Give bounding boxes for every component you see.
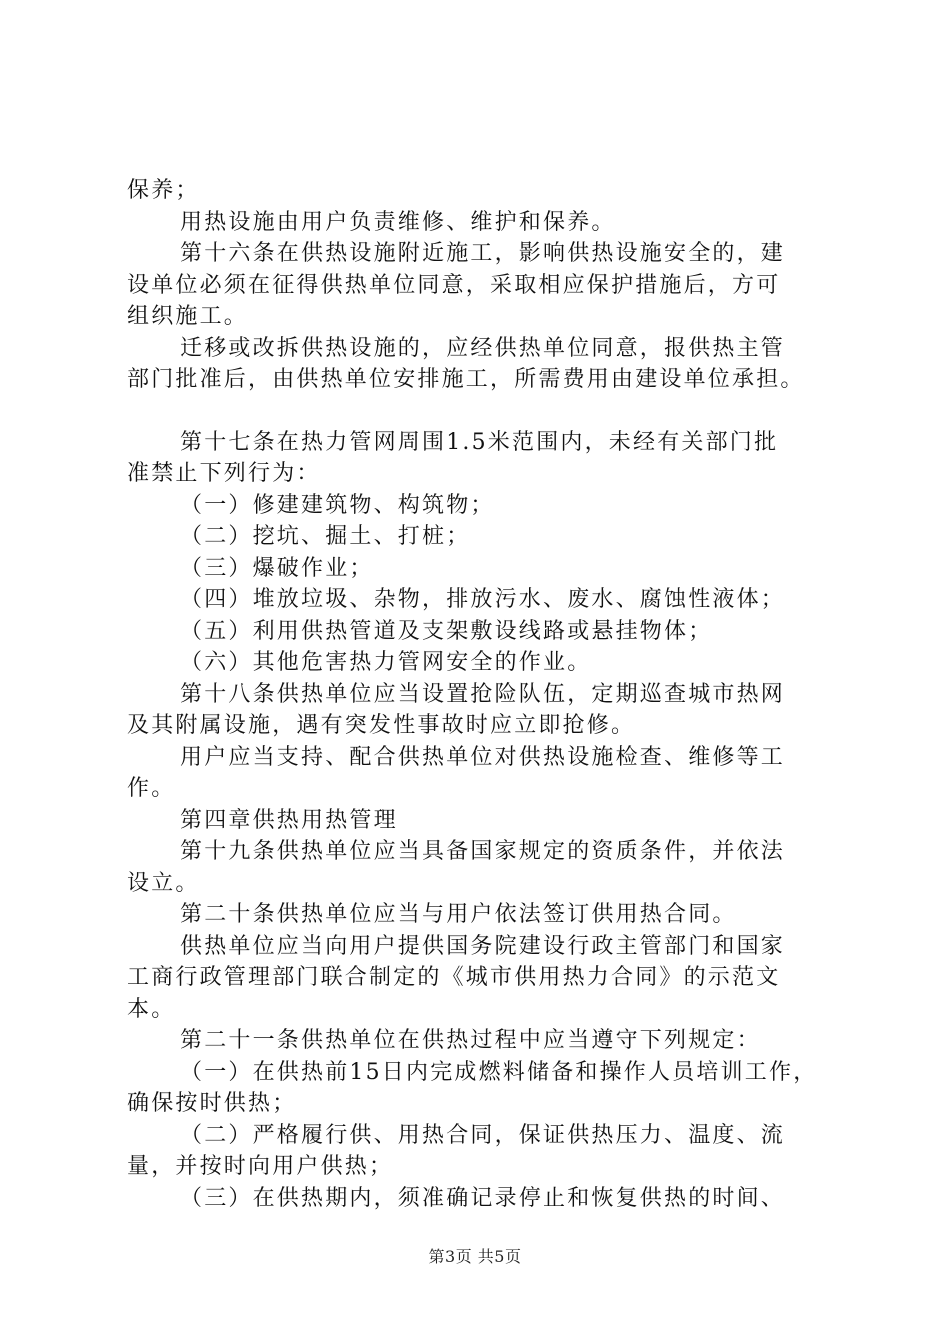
text-line: 第十七条在热力管网周围1.5米范围内，未经有关部门批 <box>180 429 779 455</box>
text-line: （二）严格履行供、用热合同，保证供热压力、温度、流 <box>180 1122 786 1148</box>
text-line: 用户应当支持、配合供热单位对供热设施检查、维修等工 <box>180 744 786 770</box>
text-line: 设单位必须在征得供热单位同意，采取相应保护措施后，方可 <box>127 272 781 298</box>
text-line: 第四章供热用热管理 <box>180 807 398 833</box>
text-line: 保养； <box>127 178 200 203</box>
text-line: 及其附属设施，遇有突发性事故时应立即抢修。 <box>127 713 636 738</box>
text-line: 用热设施由用户负责维修、维护和保养。 <box>180 209 616 235</box>
text-line: 本。 <box>127 996 176 1022</box>
text-line: （四）堆放垃圾、杂物，排放污水、废水、腐蚀性液体； <box>180 587 786 612</box>
text-line: 供热单位应当向用户提供国务院建设行政主管部门和国家 <box>180 933 786 959</box>
text-line: 量，并按时向用户供热； <box>127 1154 394 1179</box>
text-line: 第十九条供热单位应当具备国家规定的资质条件，并依法 <box>180 839 786 864</box>
page-footer: 第3页 共5页 <box>428 1247 522 1266</box>
text-line: 确保按时供热； <box>127 1091 297 1116</box>
text-line: （三）爆破作业； <box>180 555 374 581</box>
text-line: （二）挖坑、掘土、打桩； <box>180 524 471 549</box>
text-line: （一）修建建筑物、构筑物； <box>180 492 495 518</box>
text-line: 工商行政管理部门联合制定的《城市供用热力合同》的示范文 <box>127 965 781 990</box>
text-line: 准禁止下列行为： <box>127 461 321 486</box>
text-line: 迁移或改拆供热设施的，应经供热单位同意，报供热主管 <box>180 335 786 361</box>
text-line: 设立。 <box>127 870 200 896</box>
text-line: （六）其他危害热力管网安全的作业。 <box>180 650 592 675</box>
text-line: （五）利用供热管道及支架敷设线路或悬挂物体； <box>180 618 713 644</box>
text-line: 作。 <box>127 776 176 801</box>
text-line: 第十八条供热单位应当设置抢险队伍，定期巡查城市热网 <box>180 681 786 707</box>
text-line: 第二十条供热单位应当与用户依法签订供用热合同。 <box>180 902 737 927</box>
text-line: 组织施工。 <box>127 304 249 329</box>
text-line: （三）在供热期内，须准确记录停止和恢复供热的时间、 <box>180 1185 786 1211</box>
blank-line <box>127 396 843 427</box>
text-line: （一）在供热前15日内完成燃料储备和操作人员培训工作， <box>180 1059 818 1085</box>
text-line: 部门批准后，由供热单位安排施工，所需费用由建设单位承担。 <box>127 367 805 392</box>
text-line: 第二十一条供热单位在供热过程中应当遵守下列规定： <box>180 1028 761 1053</box>
text-line: 第十六条在供热设施附近施工，影响供热设施安全的，建 <box>180 241 786 266</box>
document-body <box>127 175 843 1214</box>
